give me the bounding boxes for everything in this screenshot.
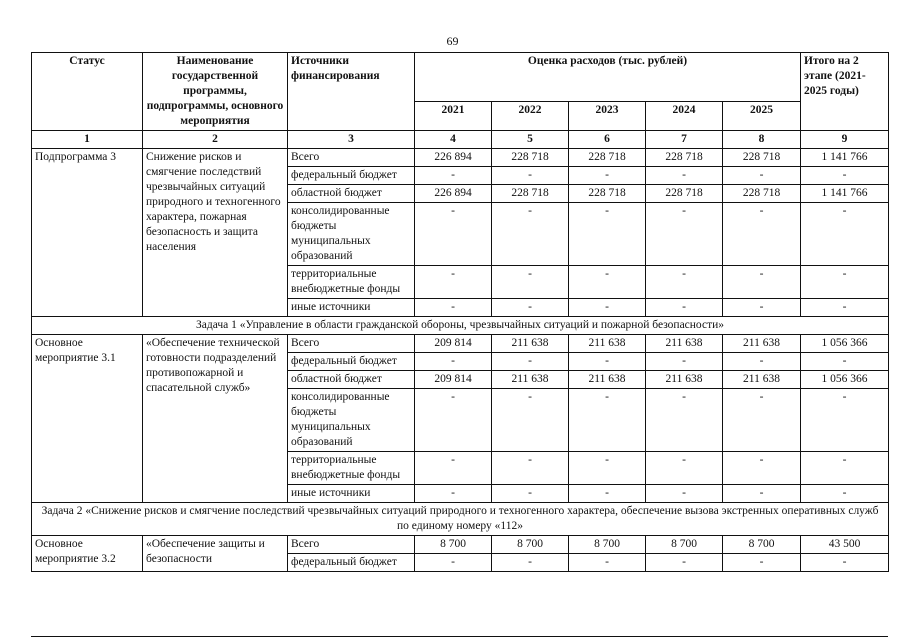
value-cell: - xyxy=(569,353,646,371)
value-cell: 228 718 xyxy=(569,149,646,167)
page-number: 69 xyxy=(446,34,459,48)
value-cell: - xyxy=(801,485,889,503)
value-cell: - xyxy=(415,299,492,317)
task-title: Задача 2 «Снижение рисков и смягчение последствий чрезвычайных ситуаций природного и техногенного характера, обеспечение вызова экстренных оперативных служб по единому номеру «112» xyxy=(32,503,889,536)
value-cell: 228 718 xyxy=(646,149,723,167)
value-cell: - xyxy=(723,452,801,485)
value-cell: - xyxy=(646,389,723,452)
source-label: иные источники xyxy=(288,485,415,503)
value-cell: 226 894 xyxy=(415,149,492,167)
value-cell: - xyxy=(723,266,801,299)
header-year: 2023 xyxy=(569,102,646,131)
value-cell: 211 638 xyxy=(646,371,723,389)
value-cell: 228 718 xyxy=(723,185,801,203)
column-number: 9 xyxy=(801,131,889,149)
value-cell: - xyxy=(492,452,569,485)
value-cell: - xyxy=(492,299,569,317)
value-cell: - xyxy=(646,299,723,317)
header-sources: Источники финансирования xyxy=(288,53,415,131)
column-number: 7 xyxy=(646,131,723,149)
value-cell: - xyxy=(569,554,646,572)
value-cell: - xyxy=(646,485,723,503)
value-cell: - xyxy=(801,389,889,452)
header-year: 2024 xyxy=(646,102,723,131)
source-label: территориальные внебюджетные фонды xyxy=(288,452,415,485)
table-row xyxy=(32,536,889,554)
value-cell: - xyxy=(723,299,801,317)
value-cell: - xyxy=(569,299,646,317)
header-year: 2022 xyxy=(492,102,569,131)
source-label: консолидированные бюджеты муниципальных образований xyxy=(288,203,415,266)
value-cell: - xyxy=(569,167,646,185)
table-row xyxy=(32,149,889,167)
page-bottom-rule xyxy=(31,636,888,637)
value-cell: 1 056 366 xyxy=(801,335,889,353)
value-cell: 228 718 xyxy=(646,185,723,203)
value-cell: - xyxy=(723,353,801,371)
value-cell: - xyxy=(415,389,492,452)
value-cell: - xyxy=(569,389,646,452)
source-label: областной бюджет xyxy=(288,371,415,389)
value-cell: - xyxy=(723,554,801,572)
task-title: Задача 1 «Управление в области гражданской обороны, чрезвычайных ситуаций и пожарной безопасности» xyxy=(32,317,889,335)
value-cell: - xyxy=(415,266,492,299)
value-cell: - xyxy=(492,266,569,299)
source-label: Всего xyxy=(288,536,415,554)
source-label: областной бюджет xyxy=(288,185,415,203)
row-status: Основное мероприятие 3.2 xyxy=(32,536,143,572)
source-label: федеральный бюджет xyxy=(288,554,415,572)
value-cell: - xyxy=(723,167,801,185)
value-cell: - xyxy=(723,485,801,503)
value-cell: - xyxy=(646,266,723,299)
row-status: Основное мероприятие 3.1 xyxy=(32,335,143,503)
header-name: Наименование государственной программы, подпрограммы, основного мероприятия xyxy=(143,53,288,131)
value-cell: - xyxy=(569,452,646,485)
value-cell: - xyxy=(569,203,646,266)
source-label: иные источники xyxy=(288,299,415,317)
value-cell: - xyxy=(415,485,492,503)
value-cell: - xyxy=(492,554,569,572)
header-year: 2025 xyxy=(723,102,801,131)
column-number: 2 xyxy=(143,131,288,149)
header-status: Статус xyxy=(32,53,143,131)
value-cell: - xyxy=(723,389,801,452)
value-cell: - xyxy=(646,167,723,185)
source-label: консолидированные бюджеты муниципальных образований xyxy=(288,389,415,452)
column-number: 6 xyxy=(569,131,646,149)
budget-table xyxy=(31,52,889,572)
value-cell: 228 718 xyxy=(492,149,569,167)
value-cell: - xyxy=(723,203,801,266)
value-cell: - xyxy=(415,353,492,371)
value-cell: - xyxy=(646,203,723,266)
value-cell: - xyxy=(801,554,889,572)
value-cell: - xyxy=(801,167,889,185)
value-cell: - xyxy=(415,452,492,485)
value-cell: - xyxy=(646,554,723,572)
source-label: Всего xyxy=(288,149,415,167)
row-name: «Обеспечение технической готовности подразделений противопожарной и спасательной служб» xyxy=(143,335,288,503)
value-cell: 209 814 xyxy=(415,371,492,389)
source-label: федеральный бюджет xyxy=(288,353,415,371)
column-number: 5 xyxy=(492,131,569,149)
column-number: 8 xyxy=(723,131,801,149)
task-row xyxy=(32,503,889,536)
value-cell: 211 638 xyxy=(723,371,801,389)
value-cell: 1 141 766 xyxy=(801,185,889,203)
value-cell: 211 638 xyxy=(723,335,801,353)
value-cell: 1 141 766 xyxy=(801,149,889,167)
value-cell: 43 500 xyxy=(801,536,889,554)
value-cell: 211 638 xyxy=(492,371,569,389)
value-cell: - xyxy=(492,203,569,266)
value-cell: - xyxy=(646,353,723,371)
value-cell: - xyxy=(492,167,569,185)
value-cell: 8 700 xyxy=(492,536,569,554)
value-cell: - xyxy=(801,266,889,299)
source-label: Всего xyxy=(288,335,415,353)
header-total: Итого на 2 этапе (2021-2025 годы) xyxy=(801,53,889,131)
value-cell: - xyxy=(801,452,889,485)
table-row xyxy=(32,335,889,353)
row-name: «Обеспечение защиты и безопасности xyxy=(143,536,288,572)
value-cell: 211 638 xyxy=(569,335,646,353)
value-cell: 228 718 xyxy=(569,185,646,203)
value-cell: 209 814 xyxy=(415,335,492,353)
column-number: 4 xyxy=(415,131,492,149)
value-cell: - xyxy=(492,485,569,503)
value-cell: - xyxy=(492,389,569,452)
value-cell: - xyxy=(415,203,492,266)
value-cell: - xyxy=(415,554,492,572)
value-cell: 226 894 xyxy=(415,185,492,203)
value-cell: 1 056 366 xyxy=(801,371,889,389)
column-number: 3 xyxy=(288,131,415,149)
value-cell: 8 700 xyxy=(646,536,723,554)
value-cell: - xyxy=(801,353,889,371)
value-cell: 211 638 xyxy=(646,335,723,353)
header-year: 2021 xyxy=(415,102,492,131)
source-label: территориальные внебюджетные фонды xyxy=(288,266,415,299)
value-cell: - xyxy=(801,203,889,266)
source-label: федеральный бюджет xyxy=(288,167,415,185)
row-name: Снижение рисков и смягчение последствий чрезвычайных ситуаций природного и техногенного характера, пожарная безопасность и защита населения xyxy=(143,149,288,317)
value-cell: - xyxy=(415,167,492,185)
row-status: Подпрограмма 3 xyxy=(32,149,143,317)
value-cell: - xyxy=(492,353,569,371)
value-cell: 8 700 xyxy=(415,536,492,554)
value-cell: 211 638 xyxy=(492,335,569,353)
task-row xyxy=(32,317,889,335)
column-number: 1 xyxy=(32,131,143,149)
value-cell: - xyxy=(569,266,646,299)
value-cell: - xyxy=(646,452,723,485)
value-cell: 8 700 xyxy=(723,536,801,554)
value-cell: 211 638 xyxy=(569,371,646,389)
value-cell: 228 718 xyxy=(492,185,569,203)
header-estimate: Оценка расходов (тыс. рублей) xyxy=(415,53,801,102)
value-cell: 8 700 xyxy=(569,536,646,554)
value-cell: - xyxy=(801,299,889,317)
value-cell: 228 718 xyxy=(723,149,801,167)
value-cell: - xyxy=(569,485,646,503)
